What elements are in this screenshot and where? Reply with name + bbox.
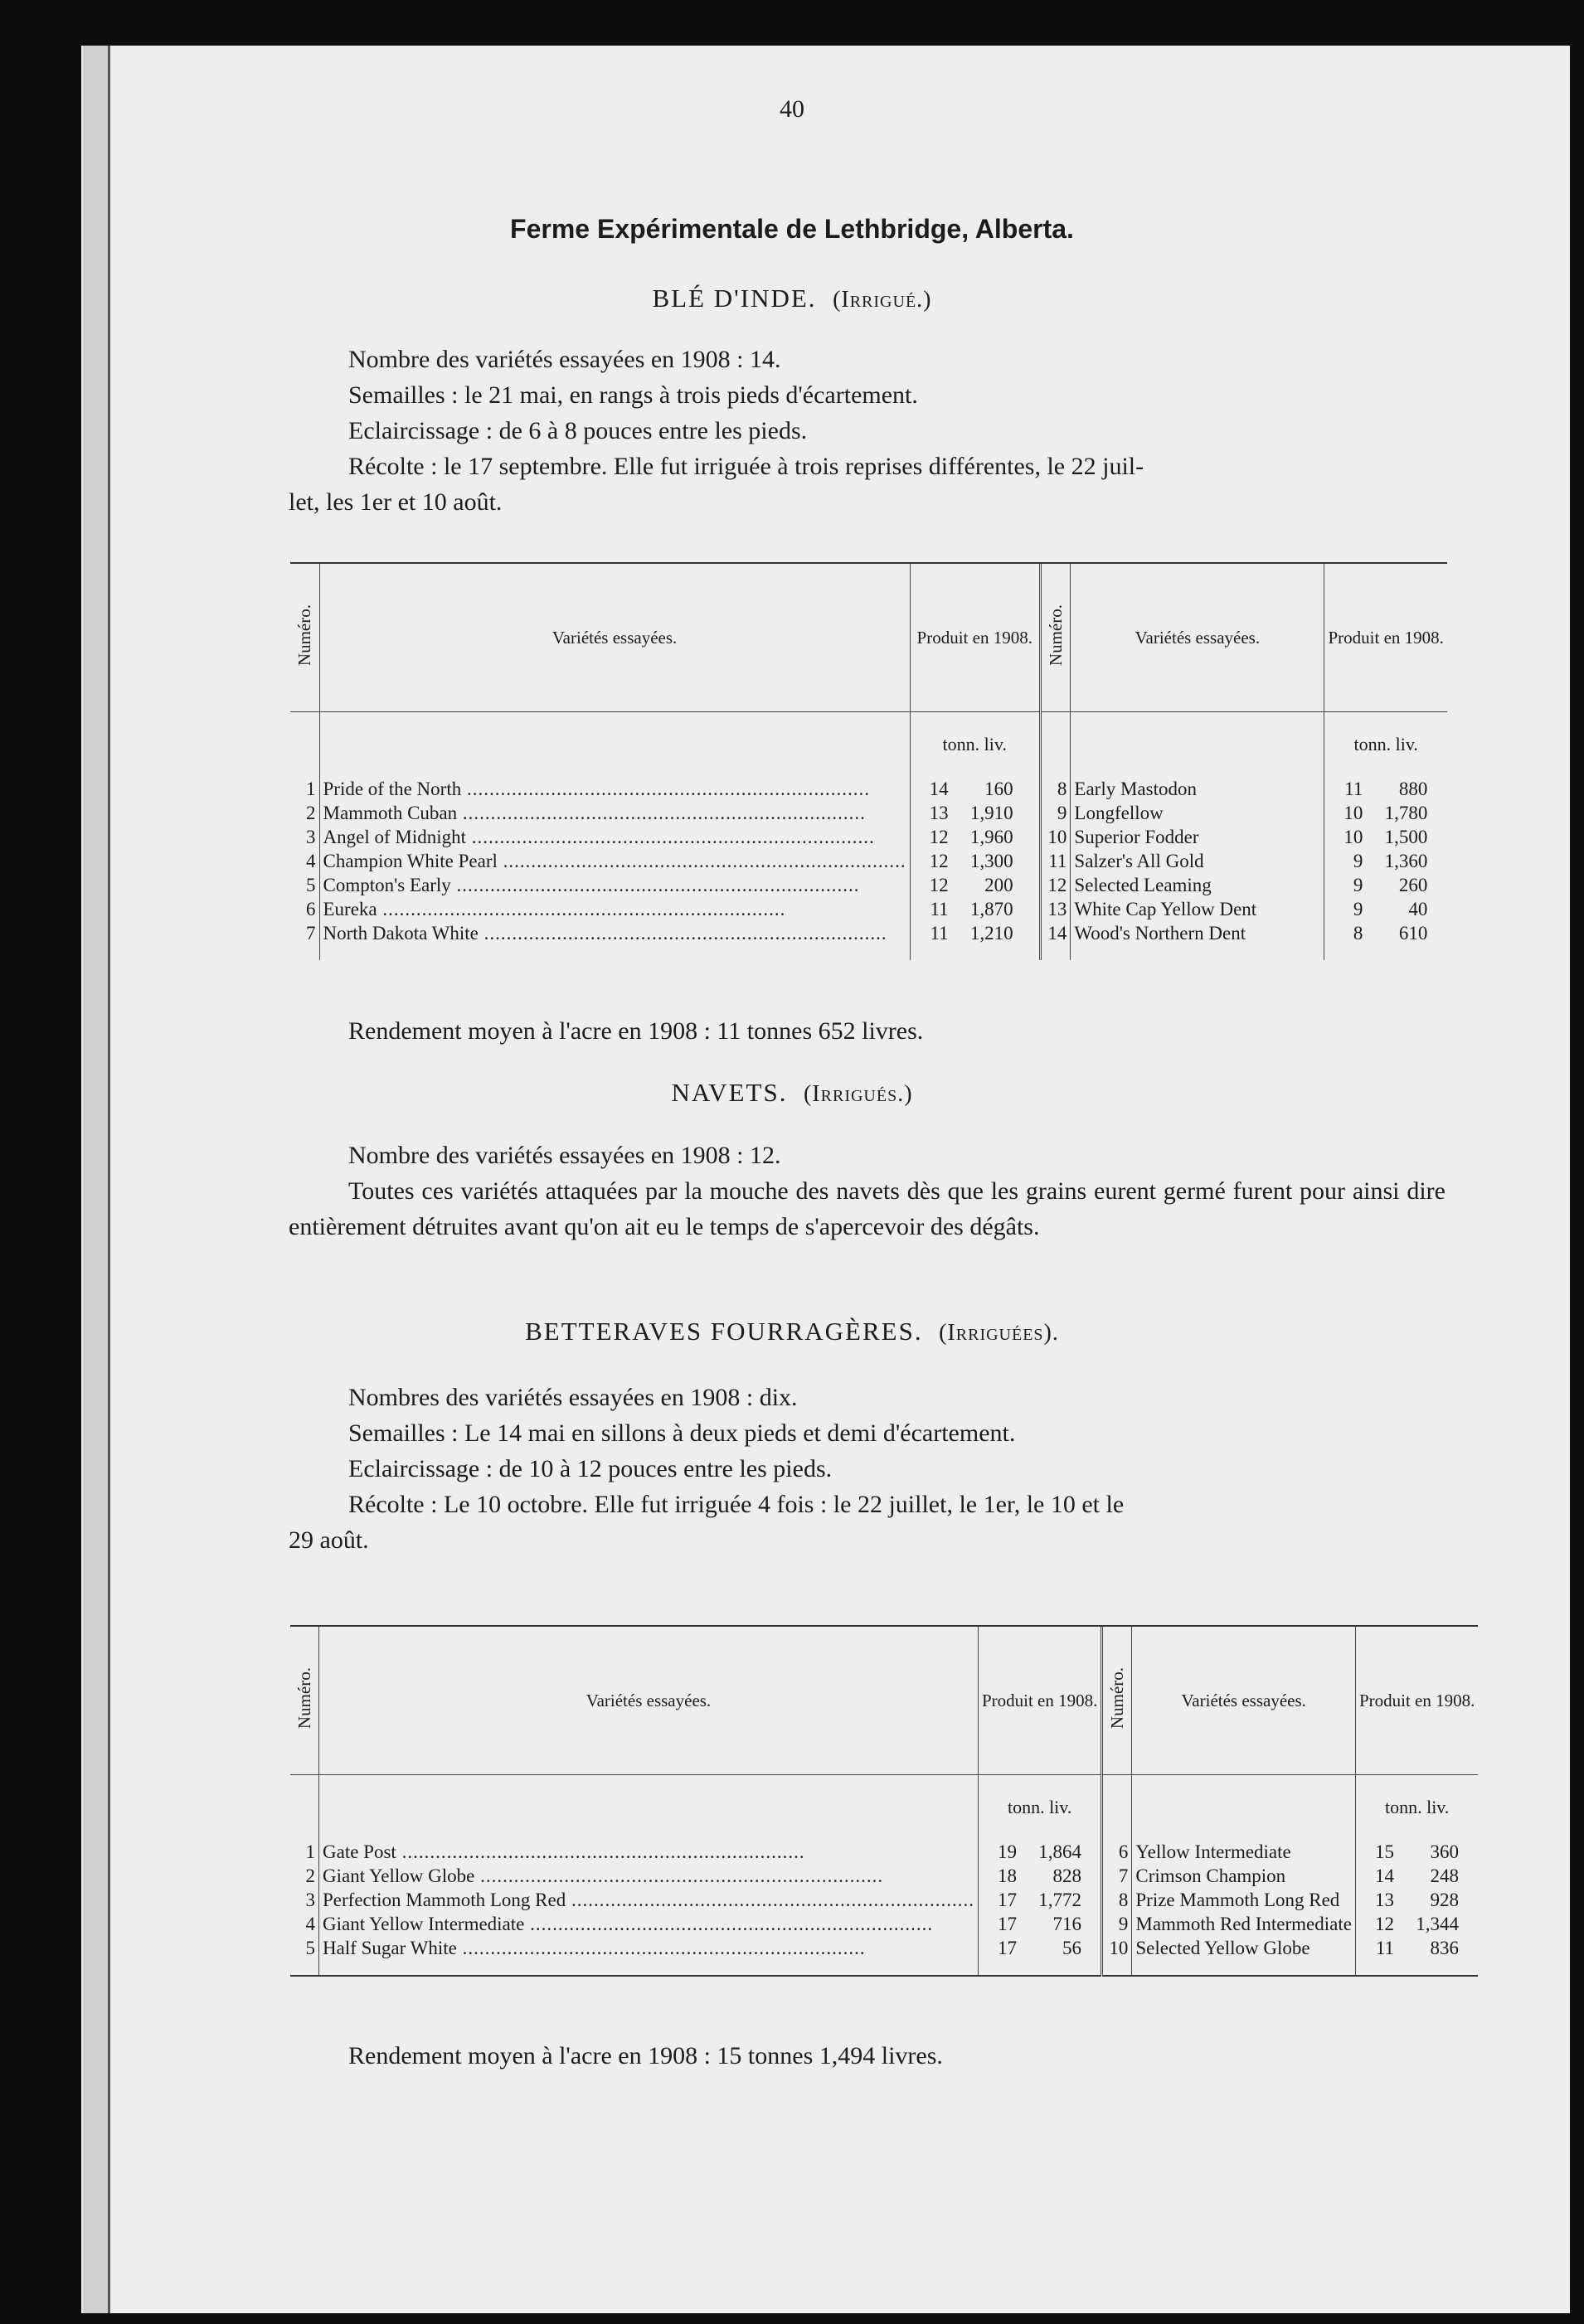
yield-tons: 12 xyxy=(1374,1914,1394,1934)
units-label: tonn. liv. xyxy=(1384,1797,1450,1817)
text-line: Récolte : le 17 septembre. Elle fut irriguée à trois reprises différentes, le 22 juil- xyxy=(348,453,1144,480)
header-yield: Produit en 1908. xyxy=(1355,1627,1478,1775)
text-line: Eclaircissage : de 6 à 8 pouces entre les pieds. xyxy=(348,417,808,444)
heading-note: (Irriguées). xyxy=(939,1320,1059,1346)
page-title: Ferme Expérimentale de Lethbridge, Alberta. xyxy=(510,214,1074,244)
yield-pounds: 1,772 xyxy=(1038,1890,1081,1910)
yield-pounds: 610 xyxy=(1398,923,1428,944)
yield-pounds: 1,960 xyxy=(969,827,1013,847)
row-number: 3 xyxy=(290,1888,319,1912)
variety-name: Mammoth Cuban ..... xyxy=(323,803,866,823)
header-number: Numéro. xyxy=(290,1627,319,1775)
yield-pounds: 828 xyxy=(1052,1866,1081,1886)
yield-tons: 14 xyxy=(1374,1866,1394,1886)
header-number: Numéro. xyxy=(1102,1627,1132,1775)
table-row xyxy=(290,1840,1478,1864)
header-variety: Variétés essayées. xyxy=(319,1627,979,1775)
row-number: 8 xyxy=(1040,777,1071,801)
header-number: Numéro. xyxy=(290,564,319,712)
yield-pounds: 836 xyxy=(1430,1938,1459,1958)
yield-pounds: 716 xyxy=(1052,1914,1081,1934)
variety-name: Giant Yellow Intermediate ..... xyxy=(323,1914,933,1934)
variety-name: Angel of Midnight ..... xyxy=(323,827,875,847)
yield-pounds: 1,870 xyxy=(969,899,1013,919)
variety-name: White Cap Yellow Dent xyxy=(1074,899,1257,919)
variety-name: Half Sugar White ..... xyxy=(323,1938,866,1958)
heading-text: NAVETS. xyxy=(671,1078,788,1107)
table-row xyxy=(290,921,1447,945)
variety-name: Perfection Mammoth Long Red ..... xyxy=(323,1890,974,1910)
variety-name: Champion White Pearl ..... xyxy=(323,851,906,871)
variety-name: Compton's Early ..... xyxy=(323,875,860,895)
yield-tons: 9 xyxy=(1353,851,1363,871)
table-row xyxy=(290,849,1447,873)
table-row xyxy=(290,777,1447,801)
yield-tons: 13 xyxy=(929,803,949,823)
yield-tons: 18 xyxy=(997,1866,1017,1886)
variety-name: Longfellow xyxy=(1074,803,1164,823)
row-number: 9 xyxy=(1040,801,1071,825)
yield-tons: 10 xyxy=(1343,827,1363,847)
section-heading-navets xyxy=(0,1078,1584,1108)
heading-note: (Irrigué.) xyxy=(833,287,932,313)
yield-tons: 13 xyxy=(1374,1890,1394,1910)
average-yield: Rendement moyen à l'acre en 1908 : 11 tonnes 652 livres. xyxy=(348,1017,924,1045)
text-line: 29 août. xyxy=(289,1526,369,1554)
yield-pounds: 880 xyxy=(1398,779,1428,799)
yield-tons: 14 xyxy=(929,779,949,799)
variety-name: Selected Yellow Globe xyxy=(1135,1938,1310,1958)
yield-tons: 15 xyxy=(1374,1841,1394,1862)
variety-name: Superior Fodder xyxy=(1074,827,1199,847)
variety-name: North Dakota White ..... xyxy=(323,923,887,944)
yield-tons: 12 xyxy=(929,851,949,871)
section-heading-ble-dinde xyxy=(0,284,1584,313)
yield-pounds: 1,344 xyxy=(1416,1914,1459,1934)
header-variety: Variétés essayées. xyxy=(1071,564,1324,712)
variety-name: Yellow Intermediate xyxy=(1135,1841,1291,1862)
section3-paragraphs xyxy=(289,1380,1446,1558)
yield-tons: 17 xyxy=(997,1914,1017,1934)
section2-paragraphs xyxy=(289,1138,1446,1244)
variety-name: Crimson Champion xyxy=(1135,1866,1286,1886)
variety-name: Giant Yellow Globe ..... xyxy=(323,1866,883,1886)
row-number: 3 xyxy=(290,825,319,849)
yield-pounds: 40 xyxy=(1408,899,1428,919)
heading-text: BETTERAVES FOURRAGÈRES. xyxy=(525,1317,923,1346)
yield-tons: 9 xyxy=(1353,899,1363,919)
units-label: tonn. liv. xyxy=(910,712,1040,778)
yield-tons: 11 xyxy=(1344,779,1363,799)
text-line: Nombres des variétés essayées en 1908 : dix. xyxy=(348,1384,798,1411)
table-row xyxy=(290,897,1447,921)
section1-paragraphs xyxy=(289,342,1446,520)
header-number: Numéro. xyxy=(1040,564,1071,712)
variety-name: Prize Mammoth Long Red xyxy=(1135,1890,1340,1910)
yield-pounds: 200 xyxy=(984,875,1013,895)
yield-pounds: 360 xyxy=(1430,1841,1459,1862)
row-number: 11 xyxy=(1040,849,1071,873)
text-line: Nombre des variétés essayées en 1908 : 12. xyxy=(348,1142,781,1169)
heading-note: (Irrigués.) xyxy=(803,1081,913,1107)
yield-tons: 11 xyxy=(930,923,949,944)
yield-pounds: 1,300 xyxy=(969,851,1013,871)
text-line: let, les 1er et 10 août. xyxy=(289,488,503,516)
row-number: 7 xyxy=(290,921,319,945)
table-row xyxy=(290,1888,1478,1912)
yield-tons: 8 xyxy=(1353,923,1363,944)
yield-pounds: 1,500 xyxy=(1384,827,1428,847)
units-label: tonn. liv. xyxy=(1353,734,1418,754)
table-row xyxy=(290,1936,1478,1960)
yield-tons: 12 xyxy=(929,875,949,895)
row-number: 1 xyxy=(290,777,319,801)
yield-pounds: 1,910 xyxy=(969,803,1013,823)
header-yield: Produit en 1908. xyxy=(910,564,1040,712)
text-line: Récolte : Le 10 octobre. Elle fut irriguée 4 fois : le 22 juillet, le 1er, le 10 et le xyxy=(348,1491,1125,1518)
text-line: Eclaircissage : de 10 à 12 pouces entre les pieds. xyxy=(348,1455,833,1482)
section1-average xyxy=(289,1013,1446,1049)
row-number: 9 xyxy=(1102,1912,1132,1936)
text-line: Semailles : Le 14 mai en sillons à deux pieds et demi d'écartement. xyxy=(348,1419,1016,1447)
variety-name: Salzer's All Gold xyxy=(1074,851,1204,871)
yield-pounds: 260 xyxy=(1398,875,1428,895)
yield-tons: 9 xyxy=(1353,875,1363,895)
yield-pounds: 1,864 xyxy=(1038,1841,1081,1862)
yield-pounds: 1,360 xyxy=(1384,851,1428,871)
row-number: 7 xyxy=(1102,1864,1132,1888)
yield-pounds: 1,780 xyxy=(1384,803,1428,823)
variety-name: Mammoth Red Intermediate xyxy=(1135,1914,1352,1934)
variety-name: Eureka ..... xyxy=(323,899,786,919)
units-label: tonn. liv. xyxy=(978,1775,1101,1841)
header-variety: Variétés essayées. xyxy=(1132,1627,1356,1775)
table-body xyxy=(290,777,1447,945)
row-number: 10 xyxy=(1102,1936,1132,1960)
table-row xyxy=(290,1864,1478,1888)
row-number: 12 xyxy=(1040,873,1071,897)
yield-pounds: 248 xyxy=(1430,1866,1459,1886)
page-number: 40 xyxy=(780,95,804,123)
text-line: Semailles : le 21 mai, en rangs à trois pieds d'écartement. xyxy=(348,381,918,409)
yield-tons: 17 xyxy=(997,1938,1017,1958)
text-paragraph: Toutes ces variétés attaquées par la mouche des navets dès que les grains eurent germé furent pour ainsi dire entièrement détruites avant qu'on ait eu le temps de s'apercevoir des dégâts. xyxy=(289,1177,1446,1240)
row-number: 2 xyxy=(290,1864,319,1888)
yield-pounds: 160 xyxy=(984,779,1013,799)
row-number: 10 xyxy=(1040,825,1071,849)
variety-name: Wood's Northern Dent xyxy=(1074,923,1246,944)
row-number: 4 xyxy=(290,1912,319,1936)
variety-name: Selected Leaming xyxy=(1074,875,1212,895)
yield-pounds: 928 xyxy=(1430,1890,1459,1910)
yield-tons: 11 xyxy=(1375,1938,1394,1958)
header-variety: Variétés essayées. xyxy=(319,564,910,712)
yield-pounds: 56 xyxy=(1062,1938,1081,1958)
row-number: 8 xyxy=(1102,1888,1132,1912)
row-number: 5 xyxy=(290,873,319,897)
variety-name: Gate Post ..... xyxy=(323,1841,805,1862)
header-yield: Produit en 1908. xyxy=(978,1627,1101,1775)
table-body xyxy=(290,1840,1478,1960)
row-number: 4 xyxy=(290,849,319,873)
variety-name: Early Mastodon xyxy=(1074,779,1197,799)
table-row xyxy=(290,825,1447,849)
yield-tons: 19 xyxy=(997,1841,1017,1862)
section-heading-betteraves xyxy=(0,1317,1584,1346)
table-row xyxy=(290,801,1447,825)
table-ble-dinde xyxy=(290,562,1447,960)
table-row xyxy=(290,873,1447,897)
row-number: 6 xyxy=(1102,1840,1132,1864)
heading-text: BLÉ D'INDE. xyxy=(652,284,817,313)
table-betteraves xyxy=(290,1625,1478,1977)
row-number: 5 xyxy=(290,1936,319,1960)
row-number: 13 xyxy=(1040,897,1071,921)
yield-tons: 11 xyxy=(930,899,949,919)
yield-pounds: 1,210 xyxy=(969,923,1013,944)
header-yield: Produit en 1908. xyxy=(1324,564,1447,712)
row-number: 14 xyxy=(1040,921,1071,945)
row-number: 2 xyxy=(290,801,319,825)
yield-tons: 12 xyxy=(929,827,949,847)
yield-tons: 10 xyxy=(1343,803,1363,823)
yield-tons: 17 xyxy=(997,1890,1017,1910)
section3-average xyxy=(289,2038,1446,2074)
text-line: Nombre des variétés essayées en 1908 : 14. xyxy=(348,346,781,373)
table-row xyxy=(290,1912,1478,1936)
row-number: 1 xyxy=(290,1840,319,1864)
row-number: 6 xyxy=(290,897,319,921)
variety-name: Pride of the North ..... xyxy=(323,779,870,799)
average-yield: Rendement moyen à l'acre en 1908 : 15 tonnes 1,494 livres. xyxy=(348,2042,943,2069)
page-binding-edge xyxy=(83,46,110,2313)
